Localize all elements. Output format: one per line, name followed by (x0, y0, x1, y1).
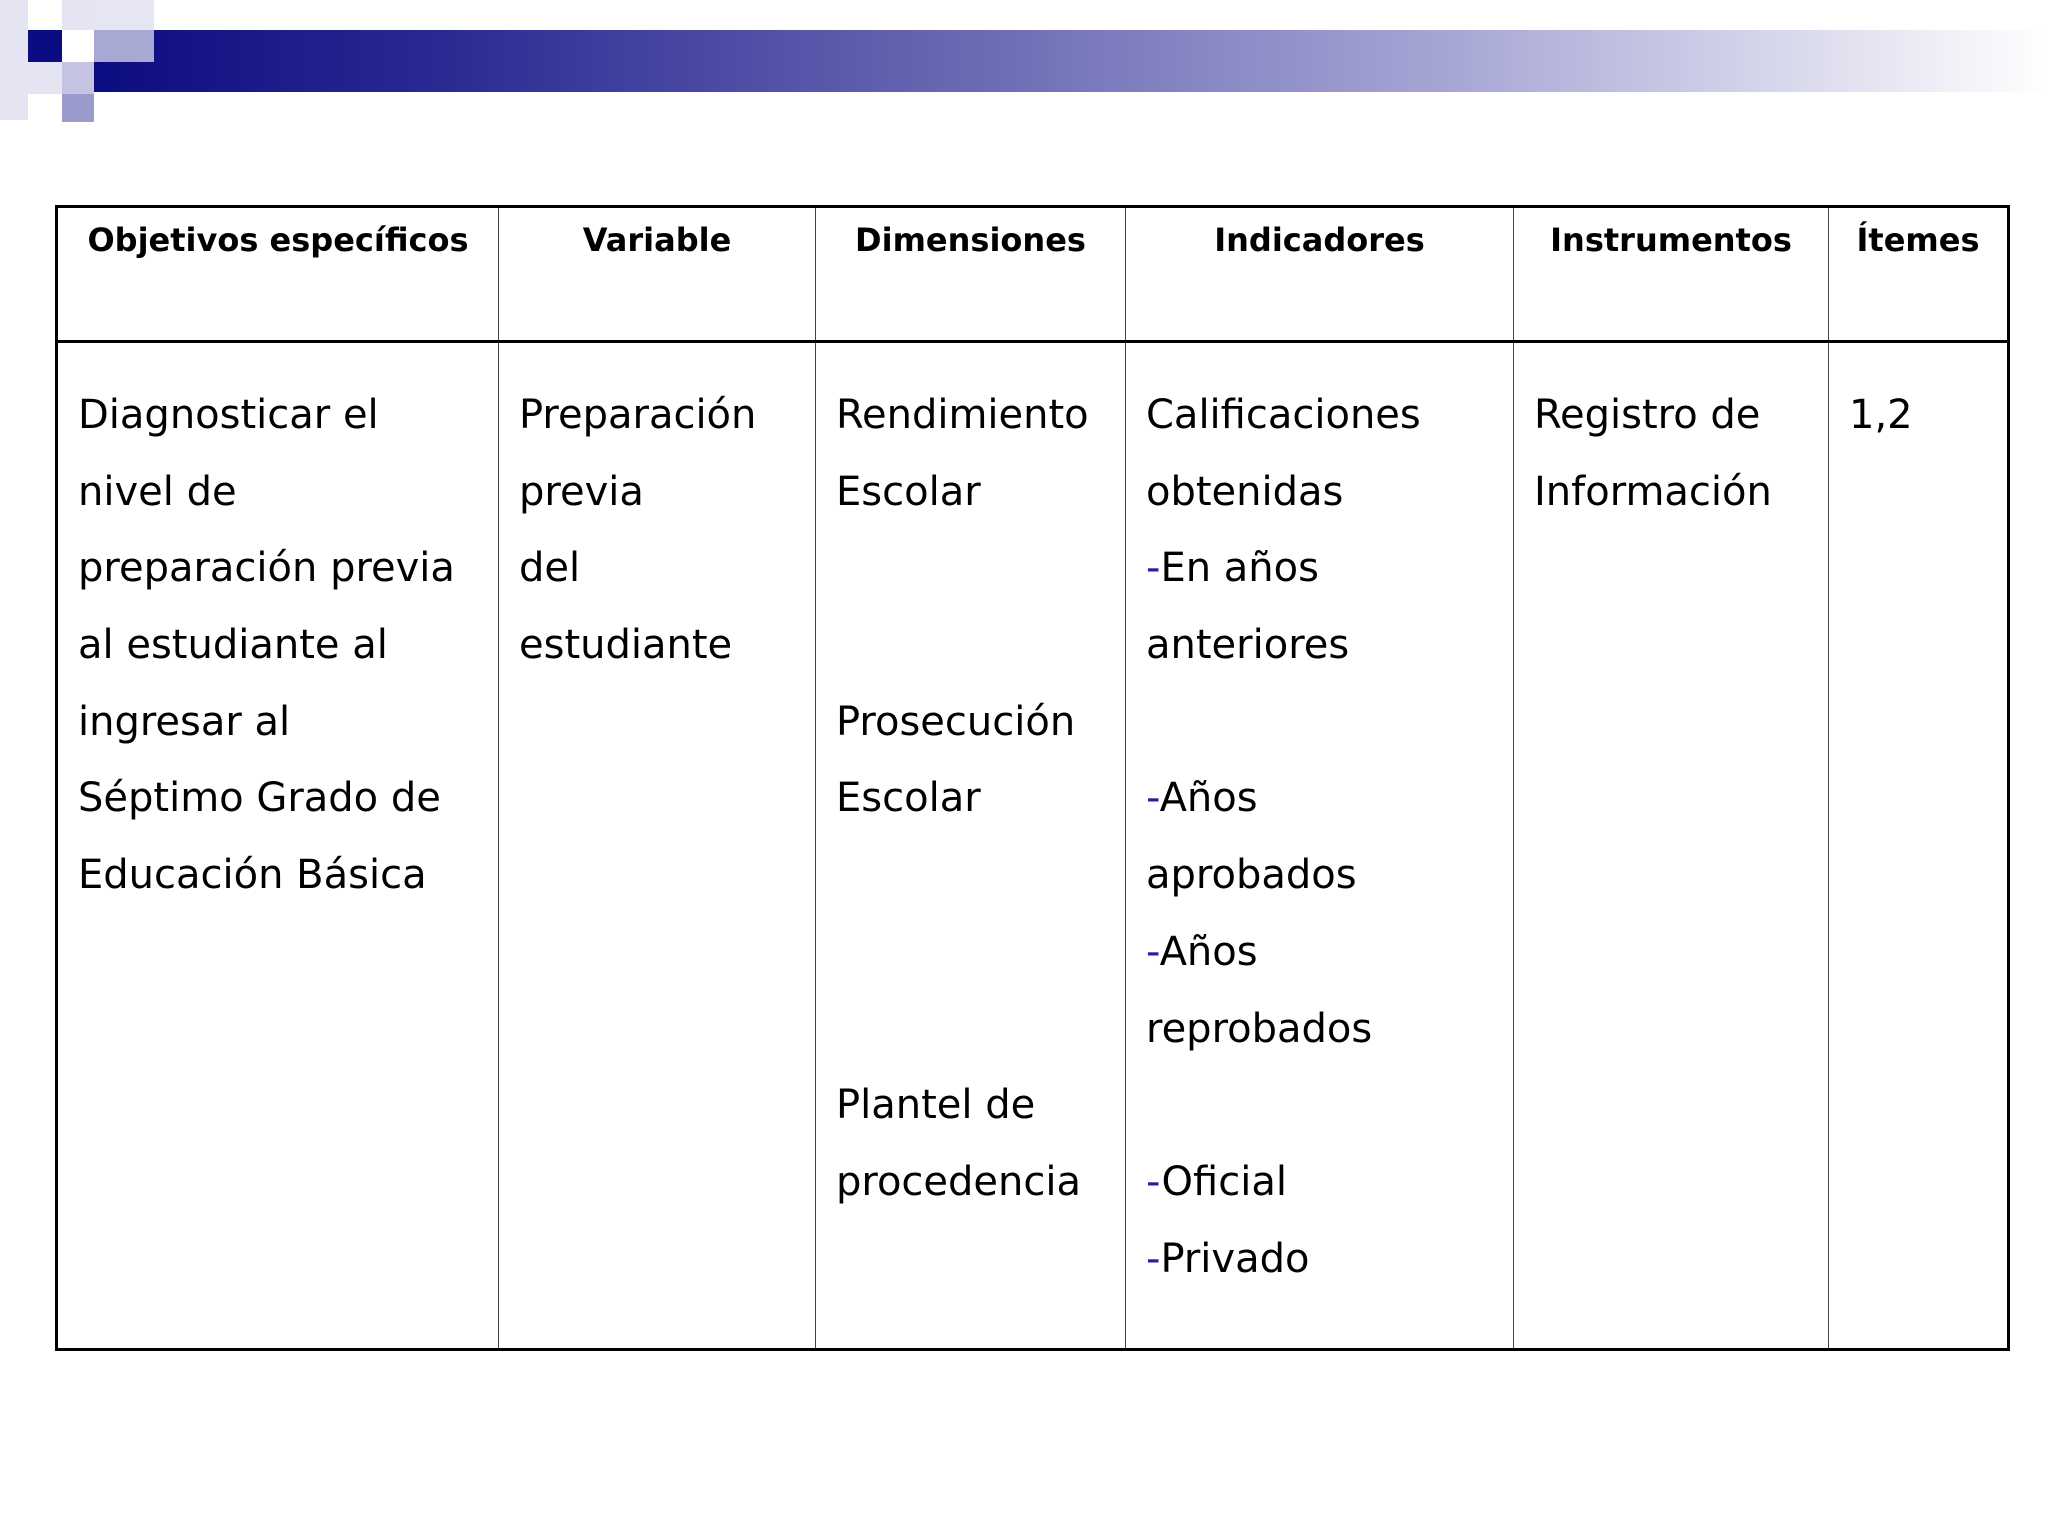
cell-line: Séptimo Grado de (78, 775, 441, 822)
indicator-line (1146, 607, 1495, 684)
deco-square (28, 62, 62, 94)
indicator-line (1146, 684, 1495, 761)
cell-line: Prosecución (836, 698, 1076, 745)
indicator-line (1146, 1067, 1495, 1144)
indicator-text: reprobados (1146, 1005, 1373, 1052)
table-row (57, 342, 2009, 1350)
indicator-text: obtenidas (1146, 468, 1344, 515)
cell-line (836, 914, 1107, 991)
cell-dimensiones (816, 342, 1126, 1350)
header-instrumentos: Instrumentos (1514, 207, 1829, 342)
cell-indicadores (1126, 342, 1514, 1350)
header-indicadores: Indicadores (1126, 207, 1514, 342)
indicator-text: Años (1159, 775, 1258, 822)
indicator-text: Privado (1160, 1235, 1310, 1282)
cell-line: al estudiante al (78, 622, 388, 669)
deco-square (62, 0, 94, 30)
header-objetivos: Objetivos específicos (57, 207, 499, 342)
indicator-dash: - (1146, 775, 1160, 822)
deco-square (28, 30, 62, 62)
cell-line: ingresar al (78, 698, 291, 745)
gradient-band (94, 30, 2048, 92)
cell-line (836, 607, 1107, 684)
deco-square (62, 62, 94, 94)
deco-square (94, 30, 154, 62)
operationalization-table (55, 205, 2010, 1351)
cell-line: procedencia (836, 1158, 1081, 1205)
header-variable: Variable (499, 207, 816, 342)
cell-line: Escolar (836, 468, 981, 515)
cell-line: Información (1534, 468, 1772, 515)
indicator-line (1146, 760, 1495, 837)
indicator-text: Años (1159, 928, 1258, 975)
indicator-line (1146, 377, 1495, 454)
header-row (57, 207, 2009, 342)
cell-variable (499, 342, 816, 1350)
deco-square (0, 0, 28, 120)
header-itemes: Ítemes (1829, 207, 2009, 342)
cell-line: previa (519, 468, 644, 515)
cell-line: Plantel de (836, 1082, 1036, 1129)
deco-square (62, 30, 94, 62)
cell-objetivo (57, 342, 499, 1350)
indicator-line (1146, 454, 1495, 531)
cell-line: preparación previa (78, 545, 455, 592)
cell-itemes (1829, 342, 2009, 1350)
cell-line (836, 837, 1107, 914)
cell-line: 1,2 (1849, 392, 1913, 438)
indicator-line (1146, 1144, 1495, 1221)
cell-line: Preparación (519, 392, 757, 438)
indicator-line (1146, 1221, 1495, 1298)
indicator-dash: - (1146, 928, 1160, 975)
cell-line: del (519, 545, 581, 592)
indicator-line (1146, 837, 1495, 914)
deco-square (62, 94, 94, 122)
indicator-line (1146, 530, 1495, 607)
cell-line: Rendimiento (836, 392, 1089, 438)
indicator-dash: - (1146, 545, 1161, 592)
header-dimensiones: Dimensiones (816, 207, 1126, 342)
indicator-line (1146, 914, 1495, 991)
cell-line (836, 530, 1107, 607)
indicator-text: En años (1160, 545, 1319, 592)
indicator-dash: - (1146, 1158, 1162, 1205)
cell-line: Registro de (1534, 392, 1761, 438)
deco-square (94, 0, 154, 30)
cell-line: Educación Básica (78, 852, 427, 899)
cell-line: Diagnosticar el (78, 392, 379, 438)
indicator-dash: - (1146, 1235, 1161, 1282)
cell-line (836, 991, 1107, 1068)
indicator-text: aprobados (1146, 852, 1357, 899)
indicator-text: Oficial (1161, 1158, 1287, 1205)
cell-line: estudiante (519, 622, 733, 669)
indicator-line (1146, 991, 1495, 1068)
indicator-text: Calificaciones (1146, 392, 1421, 438)
cell-instrumentos (1514, 342, 1829, 1350)
cell-line: Escolar (836, 775, 981, 822)
cell-line: nivel de (78, 468, 237, 515)
indicator-text: anteriores (1146, 622, 1350, 669)
